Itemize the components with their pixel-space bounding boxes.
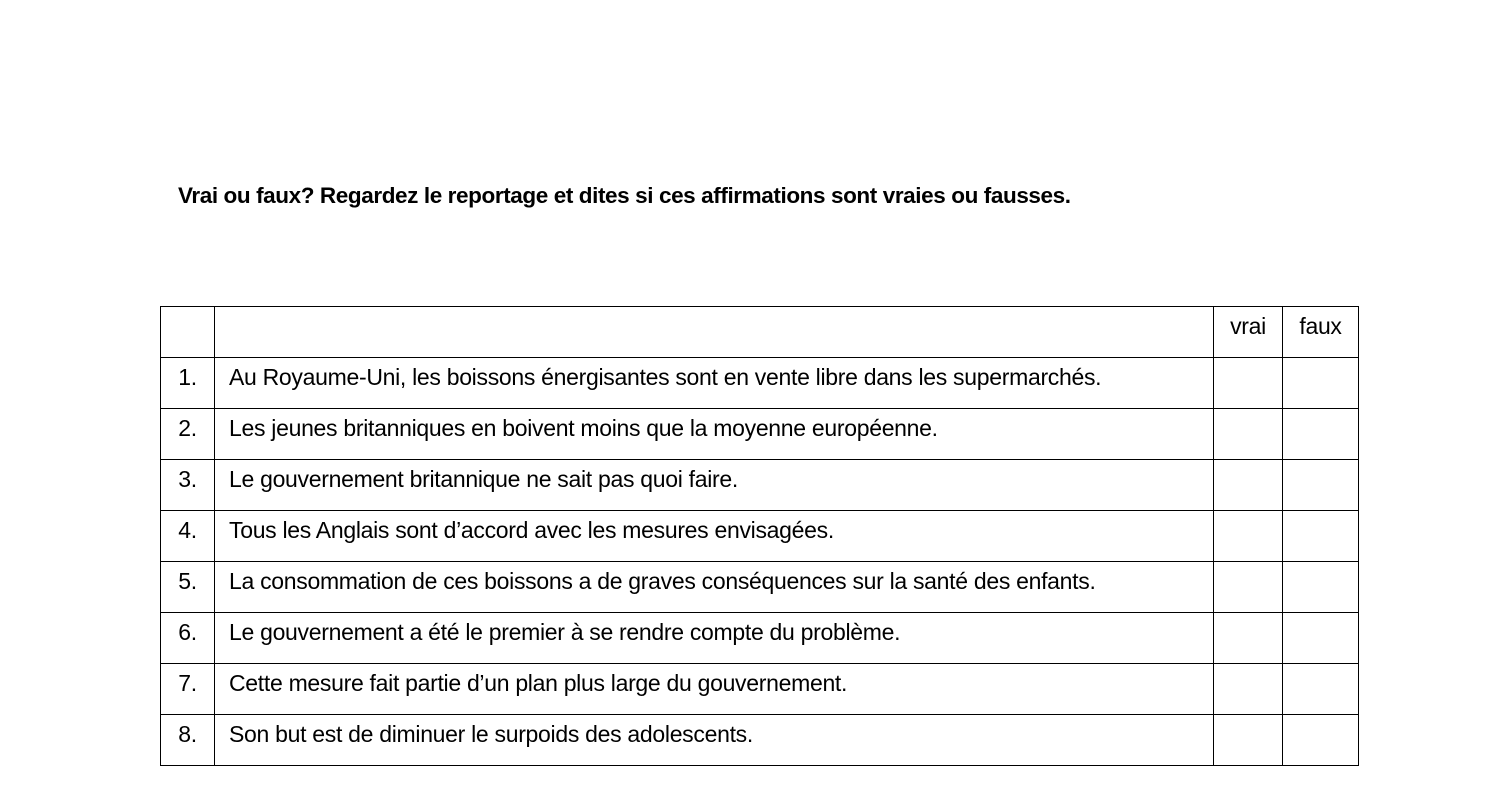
statement-text: La consommation de ces boissons a de graves conséquences sur la santé des enfants. (215, 562, 1214, 613)
true-false-table (160, 306, 1359, 766)
faux-answer-cell[interactable] (1283, 664, 1359, 715)
header-statement-cell (215, 307, 1214, 358)
faux-answer-cell[interactable] (1283, 562, 1359, 613)
faux-answer-cell[interactable] (1283, 613, 1359, 664)
vrai-answer-cell[interactable] (1214, 664, 1283, 715)
header-row (161, 307, 1359, 358)
row-number: 7. (161, 664, 215, 715)
statement-text: Le gouvernement a été le premier à se rendre compte du problème. (215, 613, 1214, 664)
vrai-answer-cell[interactable] (1214, 613, 1283, 664)
statement-text: Les jeunes britanniques en boivent moins que la moyenne européenne. (215, 409, 1214, 460)
table-row (161, 511, 1359, 562)
statement-text: Au Royaume-Uni, les boissons énergisantes sont en vente libre dans les supermarchés. (215, 358, 1214, 409)
row-number: 1. (161, 358, 215, 409)
faux-answer-cell[interactable] (1283, 715, 1359, 766)
faux-answer-cell[interactable] (1283, 460, 1359, 511)
header-faux: faux (1283, 307, 1359, 358)
faux-answer-cell[interactable] (1283, 409, 1359, 460)
vrai-answer-cell[interactable] (1214, 562, 1283, 613)
row-number: 6. (161, 613, 215, 664)
row-number: 4. (161, 511, 215, 562)
row-number: 8. (161, 715, 215, 766)
vrai-answer-cell[interactable] (1214, 715, 1283, 766)
table-row (161, 358, 1359, 409)
header-number-cell (161, 307, 215, 358)
table-row (161, 562, 1359, 613)
vrai-answer-cell[interactable] (1214, 511, 1283, 562)
row-number: 5. (161, 562, 215, 613)
vrai-answer-cell[interactable] (1214, 409, 1283, 460)
table-row (161, 715, 1359, 766)
faux-answer-cell[interactable] (1283, 358, 1359, 409)
vrai-answer-cell[interactable] (1214, 358, 1283, 409)
statement-text: Le gouvernement britannique ne sait pas quoi faire. (215, 460, 1214, 511)
table-row (161, 613, 1359, 664)
table-row (161, 664, 1359, 715)
vrai-answer-cell[interactable] (1214, 460, 1283, 511)
statement-text: Son but est de diminuer le surpoids des adolescents. (215, 715, 1214, 766)
header-vrai: vrai (1214, 307, 1283, 358)
instruction-heading: Vrai ou faux? Regardez le reportage et dites si ces affirmations sont vraies ou fausses. (178, 183, 1071, 208)
row-number: 2. (161, 409, 215, 460)
statement-text: Tous les Anglais sont d’accord avec les mesures envisagées. (215, 511, 1214, 562)
table-row (161, 460, 1359, 511)
table-row (161, 409, 1359, 460)
row-number: 3. (161, 460, 215, 511)
statement-text: Cette mesure fait partie d’un plan plus large du gouvernement. (215, 664, 1214, 715)
faux-answer-cell[interactable] (1283, 511, 1359, 562)
